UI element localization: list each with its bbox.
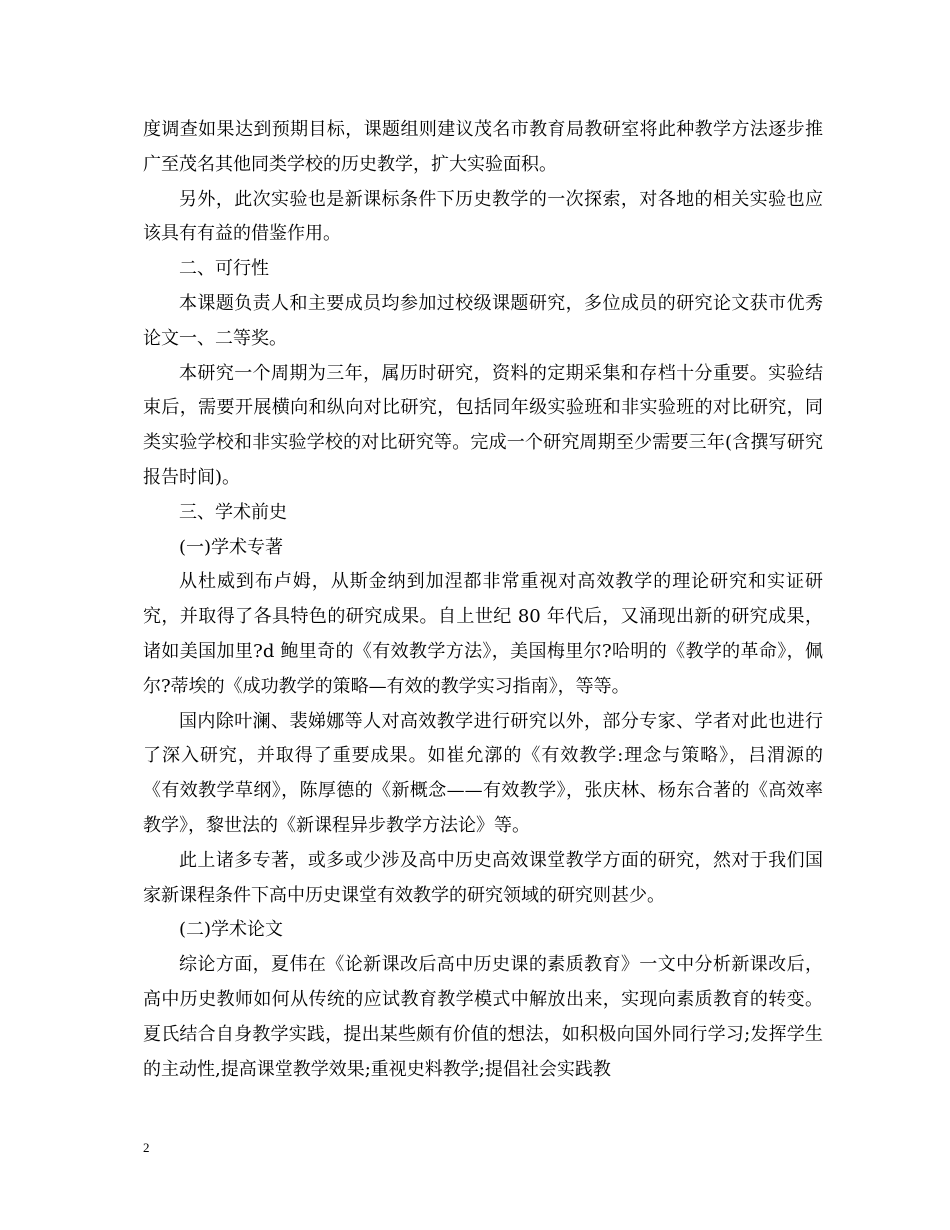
page-number: 2 — [143, 1140, 150, 1155]
paragraph-monograph-summary: 此上诸多专著，或多或少涉及高中历史高效课堂教学方面的研究，然对于我们国家新课程条件下高中历史课堂有效教学的研究领域的研究则甚少。 — [143, 849, 823, 906]
paragraph-papers-overview: 综论方面，夏伟在《论新课改后高中历史课的素质教育》一文中分析新课改后，高中历史教师如何从传统的应试教育教学模式中解放出来，实现向素质教育的转变。夏氏结合自身教学实践，提出某些颇有价值的想法，如积极向国外同行学习;发挥学生的主动性,提高课堂教学效果;重视史料教学;提倡社会实践教 — [143, 954, 823, 1080]
paragraph-research-cycle: 本研究一个周期为三年，属历时研究，资料的定期采集和存档十分重要。实验结束后，需要开展横向和纵向对比研究，包括同年级实验班和非实验班的对比研究，同类实验学校和非实验学校的对比研究等。完成一个研究周期至少需要三年(含撰写研究报告时间)。 — [143, 362, 823, 488]
section-heading-academic-history: 三、学术前史 — [179, 501, 287, 523]
paragraph-team-experience: 本课题负责人和主要成员均参加过校级课题研究，多位成员的研究论文获市优秀论文一、二等奖。 — [143, 292, 823, 349]
subheading-papers: (二)学术论文 — [179, 919, 284, 941]
document-body — [143, 113, 823, 1087]
section-heading-feasibility: 二、可行性 — [179, 258, 269, 280]
paragraph-domestic-research: 国内除叶澜、裴娣娜等人对高效教学进行研究以外，部分专家、学者对此也进行了深入研究，并取得了重要成果。如崔允漷的《有效教学:理念与策略》，吕渭源的《有效教学草纲》，陈厚德的《新概念——有效教学》，张庆林、杨东合著的《高效率教学》，黎世法的《新课程异步教学方法论》等。 — [143, 710, 823, 836]
paragraph-significance: 另外，此次实验也是新课标条件下历史教学的一次探索，对各地的相关实验也应该具有有益的借鉴作用。 — [143, 188, 823, 245]
paragraph-continuation: 度调查如果达到预期目标，课题组则建议茂名市教育局教研室将此种教学方法逐步推广至茂名其他同类学校的历史教学，扩大实验面积。 — [143, 119, 823, 175]
paragraph-foreign-research: 从杜威到布卢姆，从斯金纳到加涅都非常重视对高效教学的理论研究和实证研究，并取得了各具特色的研究成果。自上世纪 80 年代后，又涌现出新的研究成果，诸如美国加里?d 鲍里奇的《有效教学方法》，美国梅里尔?哈明的《教学的革命》，佩尔?蒂埃的《成功教学的策略—有效的教学实习指南》，等等。 — [143, 571, 823, 697]
subheading-monographs: (一)学术专著 — [179, 536, 284, 558]
